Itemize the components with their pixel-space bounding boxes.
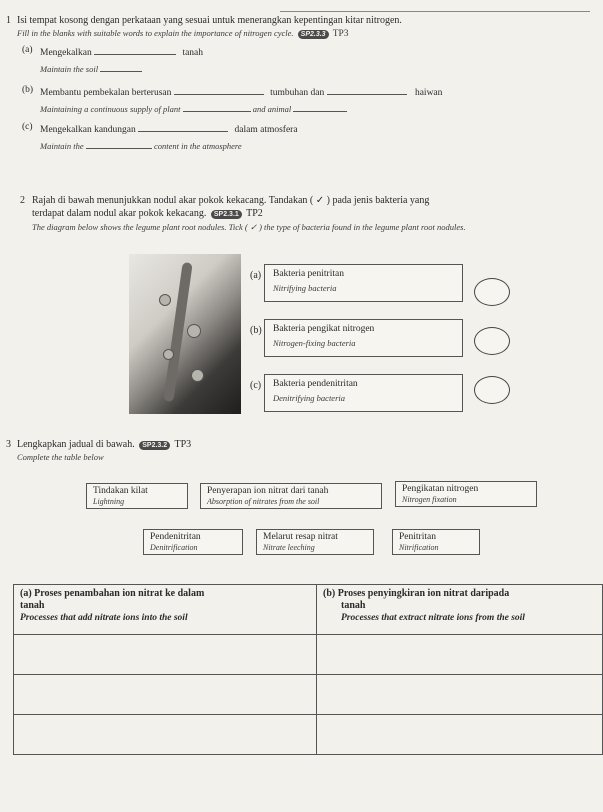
q1a-label: (a) <box>22 45 33 55</box>
q2-instruction-en: The diagram below shows the legume plant root nodules. Tick ( ✓ ) the type of bacteria found in the legume plant root nodules. <box>32 222 466 232</box>
q1a-text: Mengekalkan tanah <box>40 45 203 59</box>
legume-root-nodules-photo <box>129 254 241 414</box>
q2-tp: TP2 <box>246 208 263 219</box>
q1-tp: TP3 <box>332 29 349 39</box>
q2-option-b-tick-circle[interactable] <box>474 327 510 355</box>
q2-option-b-box: Bakteria pengikat nitrogen Nitrogen-fixing bacteria <box>264 319 463 357</box>
q2-option-c-tick-circle[interactable] <box>474 376 510 404</box>
q1-instruction-en: Fill in the blanks with suitable words to explain the importance of nitrogen cycle. SP2.3.3 TP3 <box>17 28 349 39</box>
q1b-text: Membantu pembekalan berterusan tumbuhan dan haiwan <box>40 85 442 99</box>
keyword-nitrification: Penitritan Nitrification <box>392 529 480 555</box>
keyword-lightning: Tindakan kilat Lightning <box>86 483 188 509</box>
q1-instruction-ms: Isi tempat kosong dengan perkataan yang sesuai untuk menerangkan kepentingan kitar nitrogen. <box>17 15 402 26</box>
q1a-blank[interactable] <box>94 45 176 55</box>
q2-option-b-label: (b) <box>250 325 262 336</box>
table-cell-add-1[interactable] <box>14 635 317 675</box>
q2-option-c-label: (c) <box>250 380 262 391</box>
q3-tp: TP3 <box>174 439 192 450</box>
table-cell-extract-3[interactable] <box>317 715 603 755</box>
q2-option-a-box: Bakteria penitritan Nitrifying bacteria <box>264 264 463 302</box>
q2-instruction-ms-2: terdapat dalam nodul akar pokok kekacang. SP2.3.1 TP2 <box>32 208 263 219</box>
q2-option-a-tick-circle[interactable] <box>474 278 510 306</box>
keyword-denitrification: Pendenitritan Denitrification <box>143 529 243 555</box>
q3-number: 3 <box>6 439 11 450</box>
keyword-absorption: Penyerapan ion nitrat dari tanah Absorption of nitrates from the soil <box>200 483 382 509</box>
q1c-en-blank <box>86 139 152 149</box>
q1c-label: (c) <box>22 122 33 132</box>
q1b-label: (b) <box>22 85 34 95</box>
q2-instruction-ms-1: Rajah di bawah menunjukkan nodul akar pokok kekacang. Tandakan ( ✓ ) pada jenis bakteria yang <box>32 195 430 206</box>
keyword-nitrogen-fixation: Pengikatan nitrogen Nitrogen fixation <box>395 481 537 507</box>
nitrate-process-table <box>13 584 603 755</box>
q1a-en-blank <box>100 62 142 72</box>
table-cell-extract-1[interactable] <box>317 635 603 675</box>
q1c-blank[interactable] <box>138 122 228 132</box>
q1c-text: Mengekalkan kandungan dalam atmosfera <box>40 122 298 136</box>
q1b-en-blank-1 <box>183 102 251 112</box>
q1c-en: Maintain the content in the atmosphere <box>40 141 242 151</box>
q2-option-c-box: Bakteria pendenitritan Denitrifying bacteria <box>264 374 463 412</box>
q2-number: 2 <box>20 195 25 206</box>
table-cell-add-3[interactable] <box>14 715 317 755</box>
q3-code-badge: SP2.3.2 <box>139 441 170 450</box>
q1a-en: Maintain the soil <box>40 62 142 74</box>
table-cell-add-2[interactable] <box>14 675 317 715</box>
q1b-blank-1[interactable] <box>174 85 264 95</box>
table-header-extract: (b) Proses penyingkiran ion nitrat daripada tanah Processes that extract nitrate ions from the soil <box>317 585 603 635</box>
q2-code-badge: SP2.3.1 <box>211 210 242 219</box>
q1b-en: Maintaining a continuous supply of plant and animal <box>40 102 347 114</box>
top-rule <box>280 11 590 12</box>
table-cell-extract-2[interactable] <box>317 675 603 715</box>
q1-number: 1 <box>6 15 11 26</box>
q3-instruction-ms: Lengkapkan jadual di bawah. SP2.3.2 TP3 <box>17 439 192 450</box>
q1b-en-blank-2 <box>293 102 347 112</box>
q1-code-badge: SP2.3.3 <box>298 30 329 39</box>
keyword-nitrate-leeching: Melarut resap nitrat Nitrate leeching <box>256 529 374 555</box>
q2-option-a-label: (a) <box>250 270 262 281</box>
q3-instruction-en: Complete the table below <box>17 452 104 462</box>
table-header-add: (a) Proses penambahan ion nitrat ke dalam tanah Processes that add nitrate ions into the soil <box>14 585 317 635</box>
q1b-blank-2[interactable] <box>327 85 407 95</box>
